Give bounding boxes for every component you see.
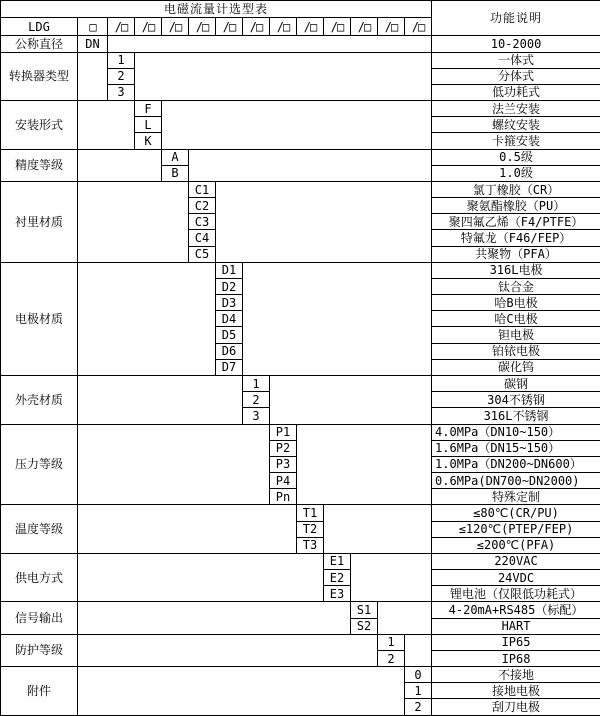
model-prefix: LDG [1, 18, 78, 36]
option-row [1, 181, 600, 197]
option-description: 1.0级 [432, 165, 600, 181]
option-code: D4 [216, 311, 243, 327]
option-description: 316L不锈钢 [432, 408, 600, 424]
spacer-cell [78, 181, 189, 262]
option-code: 3 [108, 84, 135, 100]
spacer-cell [351, 553, 432, 602]
section-label: 电极材质 [1, 262, 78, 375]
option-code: 2 [378, 650, 405, 666]
option-code: 2 [405, 699, 432, 716]
option-code: P2 [270, 440, 297, 456]
function-column-header: 功能说明 [432, 1, 600, 36]
option-code: 0 [405, 667, 432, 683]
option-description: 316L电极 [432, 262, 600, 278]
spacer-cell [378, 602, 432, 634]
option-code: C4 [189, 230, 216, 246]
option-code: B [162, 165, 189, 181]
option-description: ≤120℃(PTEP/FEP) [432, 521, 600, 537]
section-label: 压力等级 [1, 424, 78, 505]
spacer-cell [243, 262, 432, 375]
table-title: 电磁流量计选型表 [1, 1, 432, 18]
spacer-cell [216, 181, 432, 262]
spacer-cell [78, 101, 135, 150]
option-code: P1 [270, 424, 297, 440]
option-description: 0.6MPa(DN700~DN2000) [432, 473, 600, 489]
option-row [1, 602, 600, 618]
model-slash-box: /□ [297, 18, 324, 36]
model-slash-box: /□ [108, 18, 135, 36]
section-label: 防护等级 [1, 634, 78, 666]
option-description: ≤80℃(CR/PU) [432, 505, 600, 521]
spacer-cell [78, 52, 108, 101]
option-description: 24VDC [432, 570, 600, 586]
option-code: P3 [270, 456, 297, 472]
option-row [1, 149, 600, 165]
spacer-cell [189, 149, 432, 181]
option-code: D5 [216, 327, 243, 343]
model-slash-box: /□ [378, 18, 405, 36]
option-code: C2 [189, 198, 216, 214]
spacer-cell [78, 667, 405, 716]
spacer-cell [297, 424, 432, 505]
option-description: 4-20mA+RS485（标配） [432, 602, 600, 618]
option-description: 哈B电极 [432, 295, 600, 311]
option-row [1, 101, 600, 117]
model-slash-box: /□ [405, 18, 432, 36]
model-slash-box: /□ [324, 18, 351, 36]
model-slash-box: /□ [243, 18, 270, 36]
spacer-cell [78, 424, 270, 505]
option-code: T2 [297, 521, 324, 537]
spacer-cell [135, 52, 432, 101]
model-slash-box: /□ [270, 18, 297, 36]
diameter-code: DN [78, 36, 108, 52]
spacer-cell [78, 505, 297, 554]
spacer-cell [162, 101, 432, 150]
section-label: 附件 [1, 667, 78, 716]
option-code: T1 [297, 505, 324, 521]
option-code: D7 [216, 359, 243, 375]
option-description: 氯丁橡胶（CR） [432, 181, 600, 197]
option-row [1, 376, 600, 392]
option-code: 1 [108, 52, 135, 68]
section-label: 安装形式 [1, 101, 78, 150]
model-slash-box: /□ [162, 18, 189, 36]
model-slash-box: /□ [189, 18, 216, 36]
option-row [1, 52, 600, 68]
spacer-cell [78, 634, 378, 666]
option-description: IP68 [432, 650, 600, 666]
option-row [1, 553, 600, 569]
option-code: P4 [270, 473, 297, 489]
section-label: 温度等级 [1, 505, 78, 554]
option-row [1, 262, 600, 278]
option-description: 卡箍安装 [432, 133, 600, 149]
option-description: 哈C电极 [432, 311, 600, 327]
title-row [1, 1, 600, 18]
option-description: 铂铱电极 [432, 343, 600, 359]
option-description: 刮刀电极 [432, 699, 600, 716]
option-code: K [135, 133, 162, 149]
option-code: E3 [324, 586, 351, 602]
option-description: 螺纹安装 [432, 117, 600, 133]
diameter-description: 10-2000 [432, 36, 600, 52]
spacer-cell [108, 36, 432, 52]
option-code: S2 [351, 618, 378, 634]
spacer-cell [324, 505, 432, 554]
spacer-cell [78, 553, 324, 602]
option-description: HART [432, 618, 600, 634]
option-code: 2 [108, 68, 135, 84]
option-code: C5 [189, 246, 216, 262]
option-code: A [162, 149, 189, 165]
option-row [1, 667, 600, 683]
option-code: C1 [189, 181, 216, 197]
model-slash-box: /□ [135, 18, 162, 36]
option-code: Pn [270, 489, 297, 505]
option-description: 钛合金 [432, 278, 600, 294]
diameter-row [1, 36, 600, 52]
diameter-label: 公称直径 [1, 36, 78, 52]
option-code: D3 [216, 295, 243, 311]
option-code: D1 [216, 262, 243, 278]
option-description: 低功耗式 [432, 84, 600, 100]
model-slash-box: /□ [351, 18, 378, 36]
section-label: 转换器类型 [1, 52, 78, 101]
spacer-cell [78, 262, 216, 375]
option-description: 聚氨酯橡胶（PU） [432, 198, 600, 214]
option-description: 4.0MPa（DN10~150） [432, 424, 600, 440]
option-description: 碳钢 [432, 376, 600, 392]
option-row [1, 505, 600, 521]
option-code: T3 [297, 537, 324, 553]
option-code: D2 [216, 278, 243, 294]
model-box: □ [78, 18, 108, 36]
option-description: 钽电极 [432, 327, 600, 343]
option-description: 220VAC [432, 553, 600, 569]
option-code: 2 [243, 392, 270, 408]
option-description: 0.5级 [432, 149, 600, 165]
option-description: 不接地 [432, 667, 600, 683]
section-label: 外壳材质 [1, 376, 78, 425]
spacer-cell [78, 376, 243, 425]
spacer-cell [78, 602, 351, 634]
option-code: 3 [243, 408, 270, 424]
section-label: 精度等级 [1, 149, 78, 181]
option-description: 共聚物（PFA） [432, 246, 600, 262]
section-label: 供电方式 [1, 553, 78, 602]
option-description: IP65 [432, 634, 600, 650]
option-description: 分体式 [432, 68, 600, 84]
option-description: 碳化钨 [432, 359, 600, 375]
option-description: 一体式 [432, 52, 600, 68]
section-label: 信号输出 [1, 602, 78, 634]
section-label: 衬里材质 [1, 181, 78, 262]
model-slash-box: /□ [216, 18, 243, 36]
option-description: 聚四氟乙烯（F4/PTFE） [432, 214, 600, 230]
option-description: 304不锈钢 [432, 392, 600, 408]
option-row [1, 634, 600, 650]
option-description: 锂电池（仅限低功耗式） [432, 586, 600, 602]
option-description: 法兰安装 [432, 101, 600, 117]
option-code: 1 [405, 683, 432, 699]
option-row [1, 424, 600, 440]
option-code: C3 [189, 214, 216, 230]
option-code: 1 [243, 376, 270, 392]
option-code: E1 [324, 553, 351, 569]
option-description: 1.0MPa（DN200~DN600） [432, 456, 600, 472]
option-code: E2 [324, 570, 351, 586]
option-description: 1.6MPa（DN15~150） [432, 440, 600, 456]
spacer-cell [270, 376, 432, 425]
option-code: S1 [351, 602, 378, 618]
option-description: ≤200℃(PFA) [432, 537, 600, 553]
option-description: 特氟龙（F46/FEP） [432, 230, 600, 246]
option-code: F [135, 101, 162, 117]
option-code: D6 [216, 343, 243, 359]
spacer-cell [405, 634, 432, 666]
option-description: 特殊定制 [432, 489, 600, 505]
spacer-cell [78, 149, 162, 181]
option-code: 1 [378, 634, 405, 650]
option-code: L [135, 117, 162, 133]
option-description: 接地电极 [432, 683, 600, 699]
